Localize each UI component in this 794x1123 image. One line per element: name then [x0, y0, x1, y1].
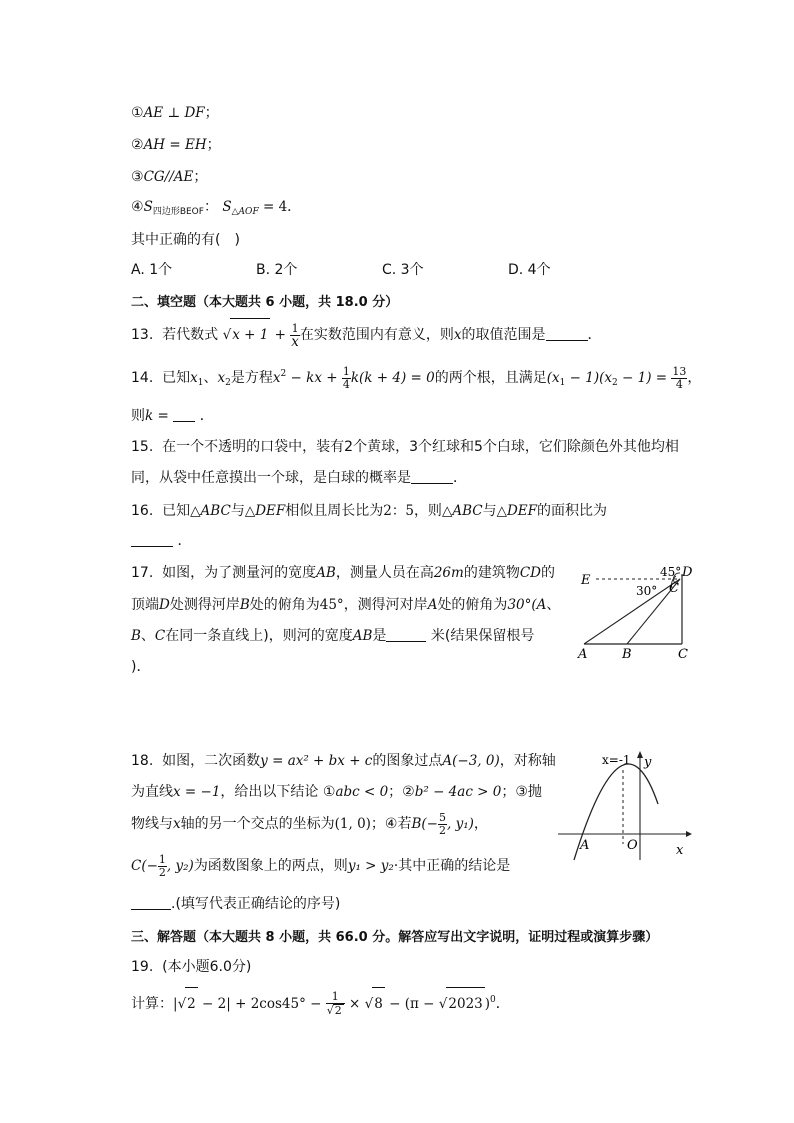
- q16-answer-blank[interactable]: [131, 532, 173, 547]
- q13-answer-blank[interactable]: [546, 326, 588, 341]
- q13-fraction: $\frac{1}{x}$: [291, 321, 299, 350]
- question-15-line-2: 同，从袋中任意摸出一个球，是白球的概率是 ．: [131, 470, 467, 486]
- q12-option-b: B. 2个: [256, 262, 298, 278]
- q18-figure: [554, 748, 694, 866]
- q17-label-d: D: [682, 565, 693, 580]
- q17-label-a: A: [578, 647, 588, 662]
- q17-figure: [572, 562, 700, 664]
- question-14-line-2: 则k = ．: [131, 408, 214, 424]
- q18-axis-label: x=-1: [602, 753, 631, 767]
- q18-x-axis-arrow: [686, 831, 692, 837]
- statement-1-math: AE ⊥ DF: [143, 105, 205, 121]
- q18-label-a: A: [580, 838, 590, 853]
- q14-answer-blank[interactable]: [173, 407, 195, 422]
- q13-number: 13.: [131, 327, 154, 343]
- statement-2-math: AH = EH: [143, 137, 207, 153]
- question-17-line-4: )．: [131, 659, 151, 675]
- statement-1: ①AE ⊥ DF；: [131, 105, 219, 121]
- question-17-line-3: B、C在同一条直线上)，则河的宽度AB是 米(结果保留根号: [131, 628, 535, 644]
- q18-label-x: x: [676, 843, 684, 858]
- question-13: 13. 若代数式 √x + 1 + $\frac{1}{x}$ 在实数范围内有意义，则x的取值范围是 ．: [131, 318, 602, 351]
- question-16: 16. 已知△ABC与△DEF相似且周长比为2：5，则△ABC与△DEF的面积比为: [131, 503, 608, 519]
- section-2-heading: 二、填空题（本大题共 6 小题，共 18.0 分）: [131, 295, 399, 310]
- question-18-line-3: 物线与x轴的另一个交点的坐标为(1, 0)；④若B(− $\frac{5}{2}$ , y₁)，: [131, 810, 488, 837]
- question-18-line-1: 18. 如图，二次函数y = ax² + bx + c的图象过点A(−3, 0)，对称轴: [131, 753, 556, 769]
- section-3-heading: 三、解答题（本大题共 8 小题，共 66.0 分。解答应写出文字说明，证明过程或演算步骤）: [131, 930, 659, 945]
- statement-2: ②AH = EH；: [131, 137, 221, 153]
- statement-3-math: CG//AE: [143, 169, 194, 185]
- q17-angle-30: 30°: [636, 584, 658, 598]
- statement-4: $④S_{四边形BEOF}$： $S_{\triangle AOF} = 4$．: [131, 199, 302, 217]
- q12-option-c: C. 3个: [382, 262, 424, 278]
- q18-answer-blank[interactable]: [131, 895, 171, 910]
- q18-label-o: O: [627, 838, 638, 853]
- q17-answer-blank[interactable]: [386, 627, 426, 642]
- question-15-line-1: 15. 在一个不透明的口袋中，装有2个黄球，3个红球和5个白球，它们除颜色外其他均相: [131, 439, 679, 455]
- q17-label-b: B: [622, 647, 632, 662]
- question-17-line-2: 顶端D处测得河岸B处的俯角为45°，测得河对岸A处的俯角为30°(A、: [131, 597, 561, 613]
- statement-3: ③CG//AE；: [131, 169, 208, 185]
- q17-label-e: E: [581, 573, 591, 588]
- q17-label-c-top: C: [669, 581, 679, 596]
- question-16-line-2: ．: [131, 530, 191, 550]
- q12-option-d: D. 4个: [508, 262, 551, 278]
- q17-label-c: C: [678, 647, 688, 662]
- q15-answer-blank[interactable]: [411, 469, 453, 484]
- question-17-line-1: 17. 如图，为了测量河的宽度AB，测量人员在高26m的建筑物CD的: [131, 565, 555, 581]
- q17-angle-45: 45°: [660, 565, 682, 579]
- q12-prompt: 其中正确的有( ): [131, 232, 240, 248]
- q12-option-a: A. 1个: [131, 262, 173, 278]
- q17-line-da: [584, 579, 680, 644]
- question-19-header: 19. (本小题6.0分): [131, 959, 252, 975]
- q13-radicand: x + 1: [230, 318, 270, 351]
- question-18-line-4: C(− $\frac{1}{2}$ , y₂)为函数图象上的两点，则y₁ > y₂·其中正确的结论是: [131, 852, 511, 879]
- q18-y-axis-arrow: [637, 751, 643, 758]
- question-19-expression: 计算：|√2 − 2| + 2cos45° − $\frac{1}{√2}$ × √8 − (π − √2023 )$^0$．: [131, 984, 510, 1020]
- question-14: 14. 已知$x_1$、$x_2$是方程$x^2$ − kx + $\frac{1}{4}$ k(k + 4) = 0的两个根，且满足$(x_1 - 1)(x_2 - 1)$ = $\frac{13}{4}$ ，: [131, 364, 702, 391]
- question-18-line-2: 为直线x = −1，给出以下结论 ①abc < 0；②b² − 4ac > 0；③抛: [131, 784, 542, 800]
- q18-label-y: y: [644, 755, 652, 770]
- question-18-line-5: .(填写代表正确结论的序号): [131, 893, 340, 913]
